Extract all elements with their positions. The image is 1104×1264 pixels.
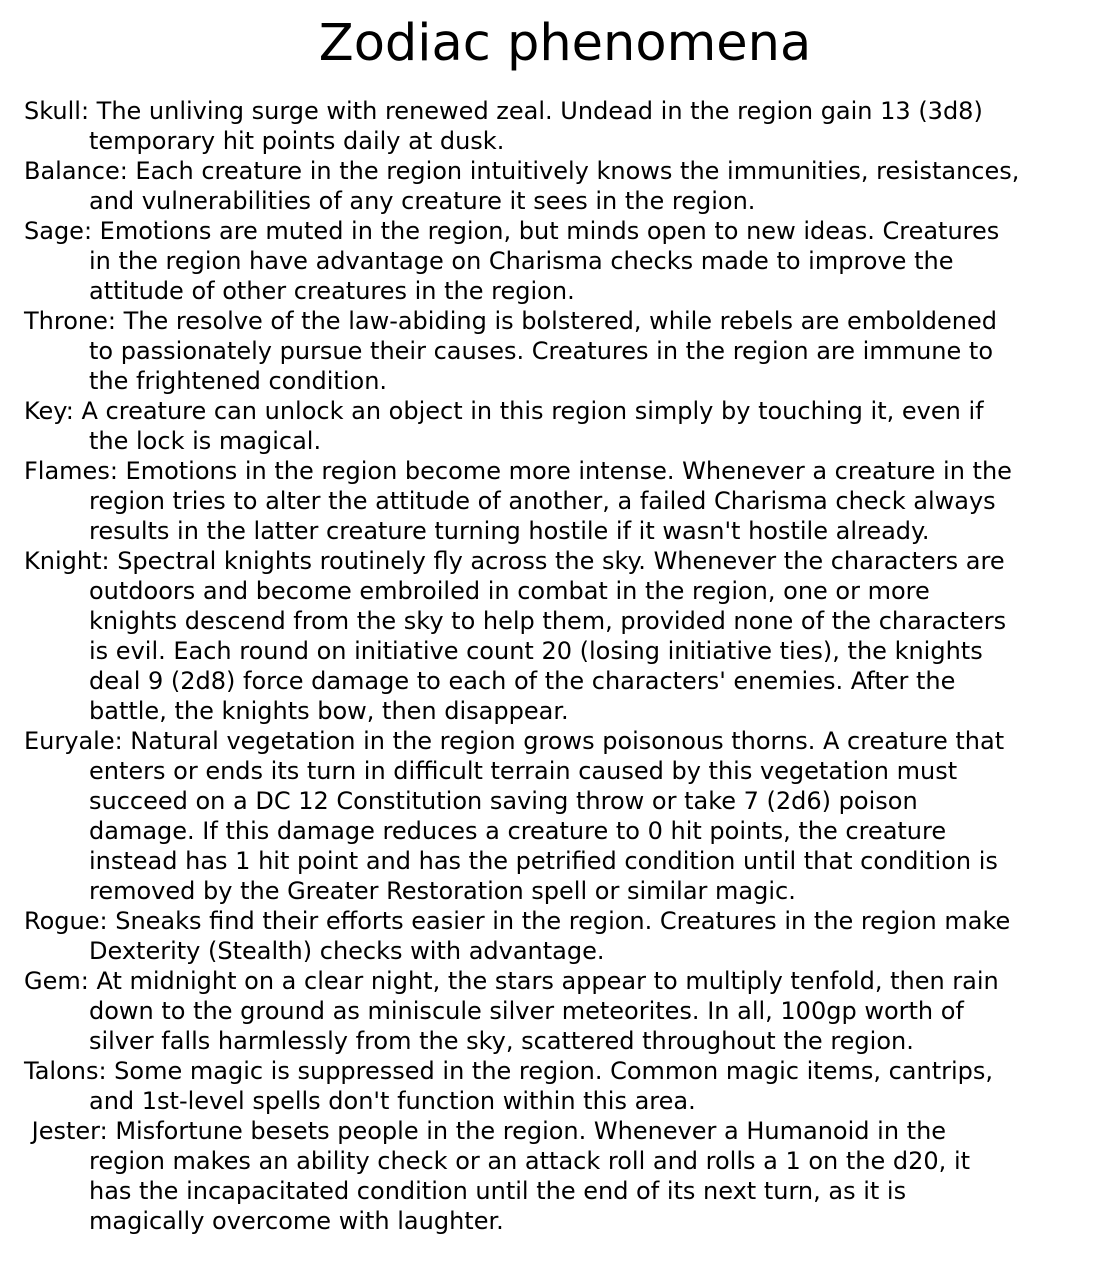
entry-first-line: Balance: Each creature in the region intuitively knows the immunities, resistances,: [24, 157, 1020, 185]
entry-continuation-line: the frightened condition.: [89, 367, 388, 395]
phenomenon-entry: [24, 156, 1096, 216]
entry-continuation-line: in the region have advantage on Charisma checks made to improve the: [89, 247, 954, 275]
phenomenon-entry: [24, 1116, 1096, 1236]
phenomenon-entry: [24, 306, 1096, 396]
entry-first-line: Euryale: Natural vegetation in the region grows poisonous thorns. A creature that: [24, 727, 1005, 755]
entry-continuation-line: silver falls harmlessly from the sky, scattered throughout the region.: [89, 1027, 914, 1055]
phenomenon-entry: [24, 906, 1096, 966]
entry-continuation-line: region tries to alter the attitude of another, a failed Charisma check always: [89, 487, 996, 515]
entry-first-line: Talons: Some magic is suppressed in the region. Common magic items, cantrips,: [24, 1057, 994, 1085]
entry-continuation-line: has the incapacitated condition until the end of its next turn, as it is: [89, 1177, 907, 1205]
entry-first-line: Throne: The resolve of the law-abiding is bolstered, while rebels are emboldened: [24, 307, 997, 335]
phenomenon-entry: [24, 216, 1096, 306]
phenomenon-entry: [24, 396, 1096, 456]
entry-continuation-line: results in the latter creature turning hostile if it wasn't hostile already.: [89, 517, 930, 545]
entry-continuation-line: battle, the knights bow, then disappear.: [89, 697, 569, 725]
entry-continuation-line: down to the ground as miniscule silver meteorites. In all, 100gp worth of: [89, 997, 964, 1025]
entry-continuation-line: deal 9 (2d8) force damage to each of the characters' enemies. After the: [89, 667, 956, 695]
page-title: Zodiac phenomena: [318, 14, 812, 73]
entry-first-line: Gem: At midnight on a clear night, the stars appear to multiply tenfold, then rain: [24, 967, 999, 995]
entry-continuation-line: damage. If this damage reduces a creature to 0 hit points, the creature: [89, 817, 947, 845]
entry-continuation-line: enters or ends its turn in difficult terrain caused by this vegetation must: [89, 757, 958, 785]
entry-first-line: Sage: Emotions are muted in the region, but minds open to new ideas. Creatures: [24, 217, 1000, 245]
entry-continuation-line: attitude of other creatures in the region.: [89, 277, 575, 305]
entry-first-line: Key: A creature can unlock an object in this region simply by touching it, even if: [24, 397, 984, 425]
phenomenon-entry: [24, 456, 1096, 546]
entry-continuation-line: Dexterity (Stealth) checks with advantage.: [89, 937, 605, 965]
entry-continuation-line: to passionately pursue their causes. Creatures in the region are immune to: [89, 337, 993, 365]
entry-continuation-line: magically overcome with laughter.: [89, 1207, 504, 1235]
entry-first-line: Knight: Spectral knights routinely fly across the sky. Whenever the characters are: [24, 547, 1005, 575]
entry-first-line: Jester: Misfortune besets people in the region. Whenever a Humanoid in the: [24, 1117, 947, 1145]
entry-continuation-line: and vulnerabilities of any creature it sees in the region.: [89, 187, 756, 215]
phenomenon-entry: [24, 1056, 1096, 1116]
entry-continuation-line: the lock is magical.: [89, 427, 322, 455]
phenomenon-entry: [24, 96, 1096, 156]
phenomena-list: [24, 96, 1096, 1236]
entry-continuation-line: instead has 1 hit point and has the petrified condition until that condition is: [89, 847, 998, 875]
entry-continuation-line: succeed on a DC 12 Constitution saving throw or take 7 (2d6) poison: [89, 787, 918, 815]
phenomenon-entry: [24, 546, 1096, 726]
entry-continuation-line: region makes an ability check or an attack roll and rolls a 1 on the d20, it: [89, 1147, 971, 1175]
entry-continuation-line: removed by the Greater Restoration spell or similar magic.: [89, 877, 796, 905]
entry-continuation-line: and 1st-level spells don't function within this area.: [89, 1087, 696, 1115]
phenomenon-entry: [24, 966, 1096, 1056]
entry-continuation-line: knights descend from the sky to help them, provided none of the characters: [89, 607, 1007, 635]
entry-first-line: Skull: The unliving surge with renewed zeal. Undead in the region gain 13 (3d8): [24, 97, 983, 125]
entry-continuation-line: temporary hit points daily at dusk.: [89, 127, 505, 155]
entry-continuation-line: is evil. Each round on initiative count 20 (losing initiative ties), the knights: [89, 637, 983, 665]
entry-first-line: Flames: Emotions in the region become more intense. Whenever a creature in the: [24, 457, 1012, 485]
entry-continuation-line: outdoors and become embroiled in combat in the region, one or more: [89, 577, 930, 605]
entry-first-line: Rogue: Sneaks find their efforts easier in the region. Creatures in the region make: [24, 907, 1011, 935]
phenomenon-entry: [24, 726, 1096, 906]
